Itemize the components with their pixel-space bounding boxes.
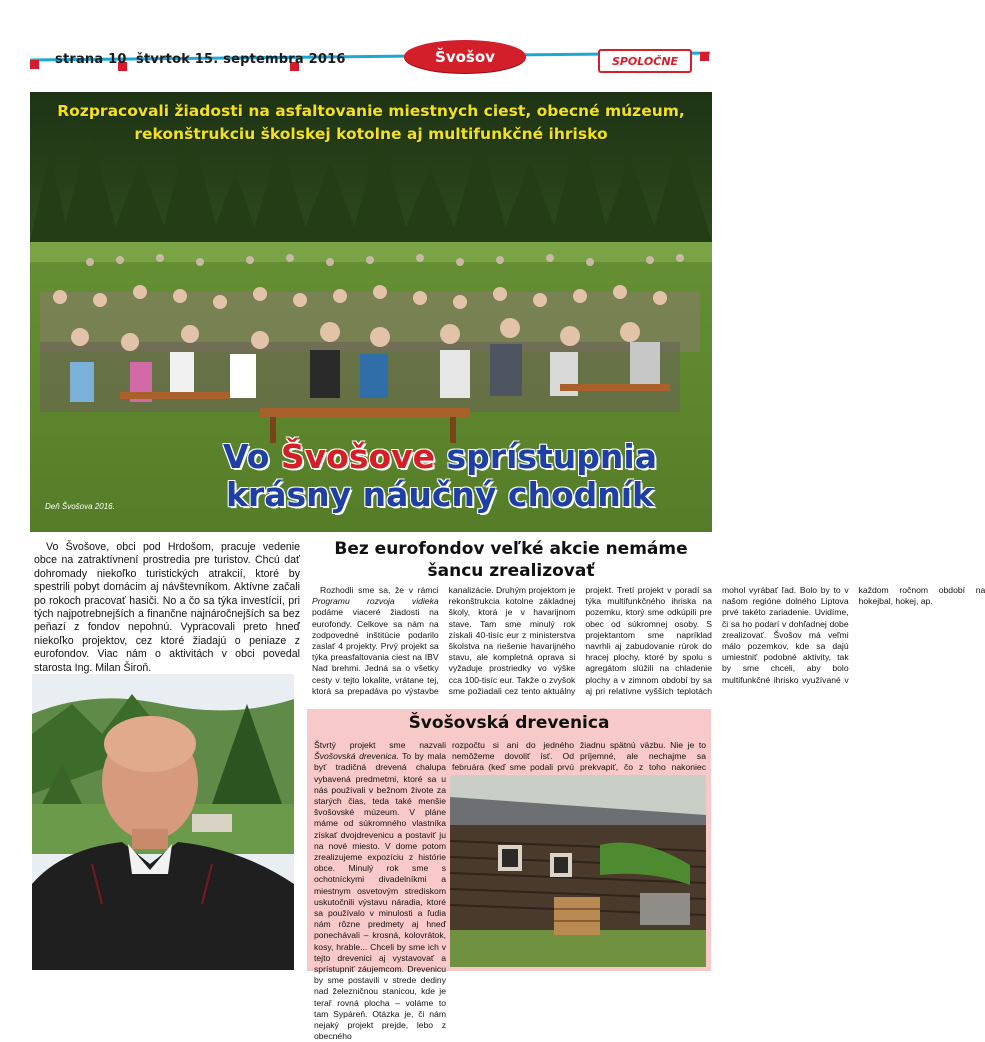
body-text: Rozhodli sme sa, že v rámci <box>320 585 439 595</box>
hero-overline <box>40 100 702 146</box>
header-square-marker <box>30 60 39 69</box>
lead-text: Vo Švošove, obci pod Hrdošom, pracuje vedenie obce na zatraktívnení prostredia pre turistov. Chcú dať dohromady niekoľko turistických atrakcií, ktoré by spestrili pobyt domácim aj návštevníkom. Aktívne začali po rokoch pracovať hasiči. No a čo sa týka investícií, pri tých najpotrebnejších a finančne najnáročnejších sa bez peňazí z fondov nepohnú. Vypracovali preto hneď niekoľko projektov, cez ktoré žiadajú o peniaze z eurofondov. Viac nám o aktivitách v obci povedal starosta Ing. Milan Široň. <box>34 541 300 674</box>
publication-logo: SPOLOČNE <box>598 49 692 73</box>
page-header <box>55 52 346 67</box>
project-name: Švošovská drevenica <box>314 751 397 762</box>
article-title-line-2: šancu zrealizovať <box>427 561 595 581</box>
body-text: podáme viaceré žiadosti na eurofondy. Celkove sa nám na zodpovedné inštitúcie podarilo zaslať 4 projekty. Prvý projekt sa týka preasfaltovania ciest na IBV Nad brehmi. Jedná sa o všetky cesty v tejto lokalite, vrátane tej, ktorá sa prepadáva po výstavbe kanalizácie. Druhým projektom je rekonštrukcia kotolne základnej školy, ktorá je v havarijnom stave. Tam sme minulý rok získali 40-tisíc eur z ministerstva školstva na riešenie havarijného stavu, ale kompletná oprava si vyžaduje prostriedky vo výške cca 100-tisíc eur. Takže o zvyšok sme požiadali cez tento aktuálny projekt. Tretí projekt v poradí sa týka multifunkčného ihriska na pozemku, ktorý sme odkúpili pre obec od súkromnej osoby. S projektantom sme napríklad navrhli aj zabudovanie rúrok do hracej plochy, ktoré by spolu s agregátom slúžili na chladenie plochy a v zimnom období by sa aj pri relatívne vyšších teplotách mohol vyrábať ľad. Bolo by to v našom regióne dolného Liptova prvé takéto zariadenie. Uvidíme, či sa ho podarí v dohľadnej dobe zrealizovať. Švošov má veľmi málo pozemkov, kde sa dajú umiestniť podobné aktivity, tak by sme chceli, aby bolo multifunkčné ihrisko využívané v každom ročnom období na hokejbal, hokej, ap. <box>312 585 985 696</box>
article-title-line-1: Bez eurofondov veľké akcie nemáme <box>334 539 688 559</box>
box-text: Štvrtý projekt sme nazvali <box>314 740 446 750</box>
page-number: strana 10 <box>55 52 127 67</box>
article-paragraph <box>312 585 985 700</box>
headline-line-1 <box>160 438 720 476</box>
box-column-3: žiadnu spätnú väzbu. Nie je to príjemné, ale nechajme sa prekvapiť, čo z toho nakoniec <box>580 740 706 773</box>
header-square-marker <box>700 52 709 61</box>
article-title <box>308 538 714 582</box>
mayor-portrait-photo <box>32 674 294 970</box>
box-column-1 <box>314 740 446 1042</box>
headline-line-2: krásny náučný chodník <box>225 475 655 514</box>
headline-red-word: Švošove <box>280 437 436 476</box>
box-text: . To by mala byť tradičná drevená chalupa vybavená predmetmi, ktoré sa u nás používali v bežnom živote za starých čias, teda také menšie švošovské múzeum. V pláne máme od súkromného vlastníka získať dvojdrevenicu a postaviť ju na nové miesto. V dome potom zrealizujeme expozíciu z histórie obce. Minulý rok sme s ochotníckymi divadelníkmi a miestnym osvetovým strediskom uskutočnili výstavu náradia, ktoré sa používalo v minulosti a ľudia nám rôzne predmety aj hneď ponechávali – krosná, kolovrátok, kosy, hrable... Chceli by sme ich v tejto drevenici aj vystavovať a sprístupniť záujemcom. Drevenicu by sme postavili v strede dediny nad železničnou stanicou, kde je terař rovná plocha – voláme to tam Sypáreň. Otázka je, či nám nejaký projekt prejde, lebo z obecného <box>314 751 446 1042</box>
overline-line-2: rekonštrukciu školskej kotolne aj multifunkčné ihrisko <box>134 125 608 143</box>
wooden-house-photo <box>450 775 706 967</box>
box-column-2: rozpočtu si ani do jedného nemôžeme dovoliť ísť. Od februára (keď sme podali prvú <box>452 740 574 773</box>
box-title: Švošovská drevenica <box>408 713 610 733</box>
section-label: Švošov <box>404 40 526 73</box>
headline-part: Vo <box>222 437 281 476</box>
main-headline <box>160 438 720 514</box>
headline-part: sprístupnia <box>435 437 657 476</box>
overline-line-1: Rozpracovali žiadosti na asfaltovanie miestnych ciest, obecné múzeum, <box>57 102 685 120</box>
issue-date: štvrtok 15. septembra 2016 <box>136 52 346 67</box>
house-illustration <box>450 775 706 967</box>
article-lead <box>34 541 300 675</box>
portrait-illustration <box>32 674 294 970</box>
article-body <box>312 585 985 700</box>
photo-caption: Deň Švošova 2016. <box>45 502 115 511</box>
program-name: Programu rozvoja vidieka <box>312 596 439 607</box>
